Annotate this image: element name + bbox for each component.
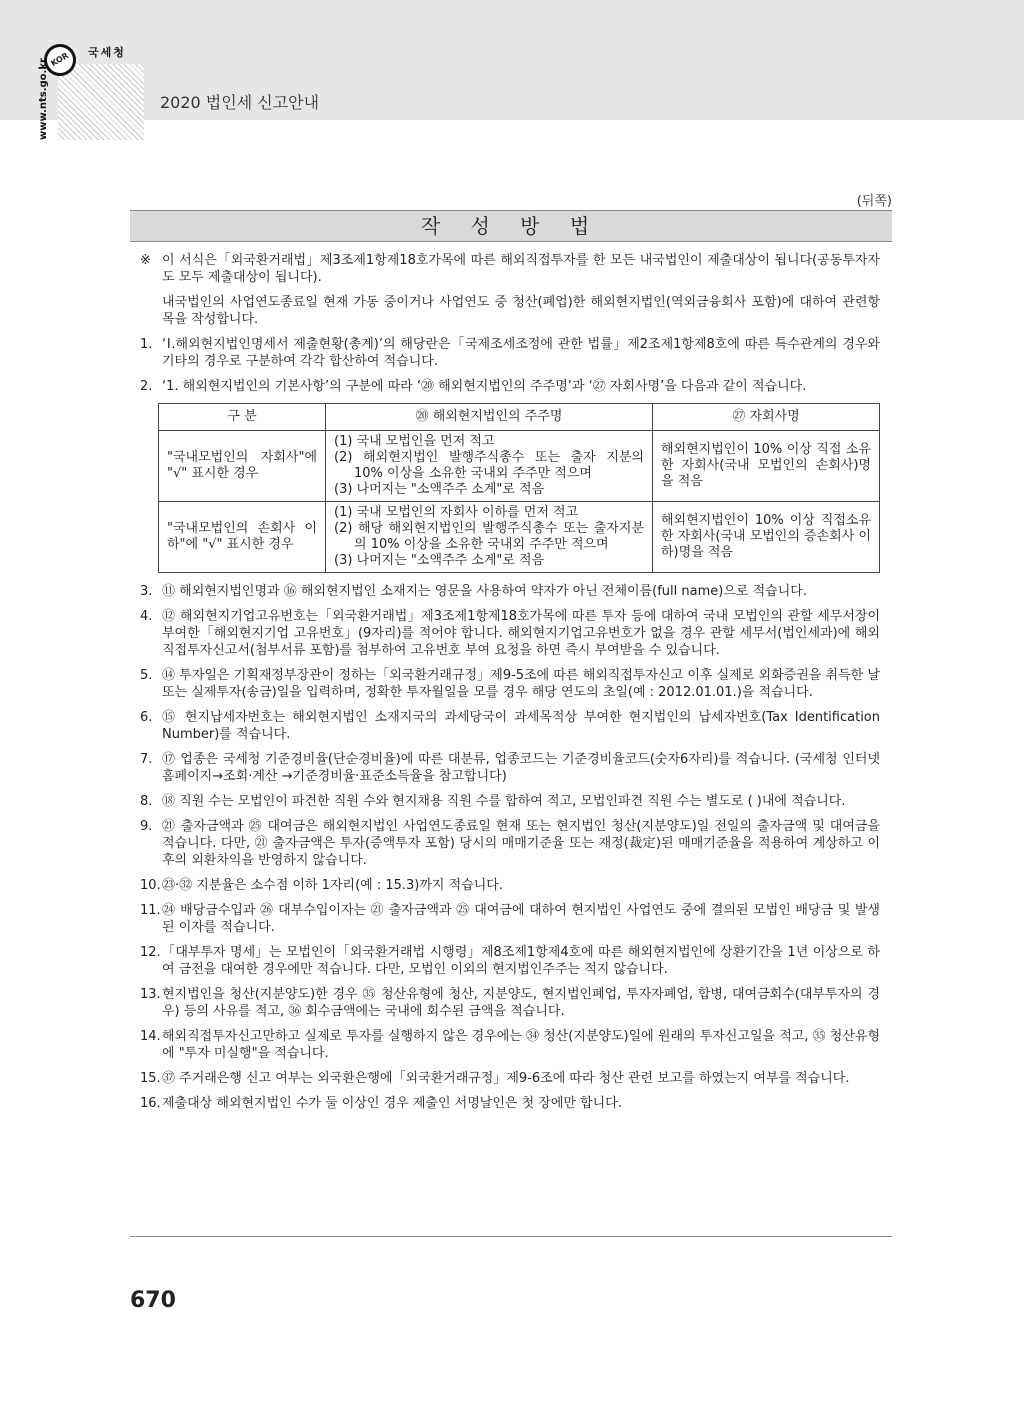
note-mark: ※ bbox=[140, 253, 151, 268]
list-item: 7. ⑰ 업종은 국세청 기준경비율(단순경비율)에 따른 대분류, 업종코드는 기준경비율코드(숫자6자리)를 적습니다. (국세청 인터넷 홈페이지→조회·계산 →기준경비율·표준소득율을 참고합니다) bbox=[140, 752, 880, 784]
table-cell-shareholder: (1) 국내 모법인을 먼저 적고 (2) 해외현지법인 발행주식총수 또는 출자 지분의 10% 이상을 소유한 국내외 주주만 적으며 (3) 나머지는 "소액주주 소계"로 적음 bbox=[326, 431, 653, 502]
list-item: 3. ⑪ 해외현지법인명과 ⑯ 해외현지법인 소재지는 영문을 사용하여 약자가 아닌 전체이름(full name)으로 적습니다. bbox=[140, 584, 807, 599]
bottom-divider bbox=[130, 1236, 892, 1237]
note-text-2: 내국법인의 사업연도종료일 현재 가동 중이거나 사업연도 중 청산(폐업)한 해외현지법인(역외금융회사 포함)에 대하여 관련항목을 작성합니다. bbox=[162, 295, 880, 327]
note-text-1: 이 서식은「외국환거래법」제3조제1항제18호가목에 따른 해외직접투자를 한 모든 내국법인이 제출대상이 됩니다(공동투자자도 모두 제출대상이 됩니다). bbox=[162, 253, 880, 285]
table-cell-category: "국내모법인의 손회사 이하"에 "√" 표시한 경우 bbox=[159, 502, 326, 573]
list-item: 13. 현지법인을 청산(지분양도)한 경우 ㉟ 청산유형에 청산, 지분양도, 현지법인폐업, 투자자폐업, 합병, 대여금회수(대부투자의 경우) 등의 사유를 적고, ㊱ 회수금액에는 국내에 회수된 금액을 적습니다. bbox=[140, 987, 880, 1019]
list-item: 15. ㊲ 주거래은행 신고 여부는 외국환은행에「외국환거래규정」제9-6조에 따라 청산 관련 보고를 하였는지 여부를 적습니다. bbox=[140, 1071, 850, 1086]
table-row bbox=[159, 431, 880, 502]
list-item: 10. ㉓·㉜ 지분율은 소수점 이하 1자리(예 : 15.3)까지 적습니다. bbox=[140, 878, 503, 893]
instructions-body bbox=[140, 252, 880, 1120]
nts-logo-text: 국세청 bbox=[88, 46, 126, 59]
table-header-shareholder: ⑳ 해외현지법인의 주주명 bbox=[326, 404, 653, 431]
page-side-label: (뒤쪽) bbox=[856, 194, 892, 209]
table-cell-shareholder: (1) 국내 모법인의 자회사 이하를 먼저 적고 (2) 해당 해외현지법인의 발행주식총수 또는 출자지분의 10% 이상을 소유한 국내외 주주만 적으며 (3) 나머지는 "소액주주 소계"로 적음 bbox=[326, 502, 653, 573]
table-header-row bbox=[159, 404, 880, 431]
list-item: 8. ⑱ 직원 수는 모법인이 파견한 직원 수와 현지채용 직원 수를 합하여 적고, 모법인파견 직원 수는 별도로 ( )내에 적습니다. bbox=[140, 794, 846, 809]
table-cell-subsidiary: 해외현지법인이 10% 이상 직접 소유한 자회사(국내 모법인의 손회사)명을 적음 bbox=[653, 431, 880, 502]
guide-title: 2020 법인세 신고안내 bbox=[160, 93, 320, 112]
list-item: 2. ‘1. 해외현지법인의 기본사항’의 구분에 따라 ‘⑳ 해외현지법인의 주주명’과 ‘㉗ 자회사명’을 다음과 같이 적습니다. bbox=[140, 379, 807, 394]
list-item: 9. ㉑ 출자금액과 ㉕ 대여금은 해외현지법인 사업연도종료일 현재 또는 현지법인 청산(지분양도)일 전일의 출자금액 및 대여금을 적습니다. 다만, ㉑ 출자금액은 투자(증액투자 포함) 당시의 매매기준율 또는 재정(裁定)된 매매기준율을 적용하여 계상하고 이후의 외환차익을 반영하지 않습니다. bbox=[140, 819, 880, 868]
list-item: 1. ‘Ⅰ.해외현지법인명세서 제출현황(총계)’의 해당란은「국제조세조정에 관한 법률」제2조제1항제8호에 따른 특수관계의 경우와 기타의 경우로 구분하여 각각 합산하여 적습니다. bbox=[140, 337, 880, 369]
shareholder-guide-table bbox=[158, 403, 880, 573]
page-number: 670 bbox=[130, 1288, 176, 1313]
list-item: 4. ⑫ 해외현지기업고유번호는「외국환거래법」제3조제1항제18호가목에 따른 투자 등에 대하여 국내 모법인의 관할 세무서장이 부여한「해외현지기업 고유번호」(9자리)를 적어야 합니다. 해외현지기업고유번호가 없을 경우 관할 세무서(법인세과)에 해외직접투자신고서(첨부서류 포함)를 첨부하여 고유번호 부여 요청을 하면 즉시 부여받을 수 있습니다. bbox=[140, 609, 880, 658]
list-item: 11. ㉔ 배당금수입과 ㉖ 대부수입이자는 ㉑ 출자금액과 ㉕ 대여금에 대하여 현지법인 사업연도 중에 결의된 모법인 배당금 및 발생된 이자를 적습니다. bbox=[140, 903, 880, 935]
table-header-subsidiary: ㉗ 자회사명 bbox=[653, 404, 880, 431]
header-hatch-pattern bbox=[58, 64, 144, 140]
table-cell-subsidiary: 해외현지법인이 10% 이상 직접소유한 자회사(국내 모법인의 증손회사 이하)명을 적음 bbox=[653, 502, 880, 573]
list-item: 14. 해외직접투자신고만하고 실제로 투자를 실행하지 않은 경우에는 ㉞ 청산(지분양도)일에 원래의 투자신고일을 적고, ㉟ 청산유형에 "투자 미실행"을 적습니다. bbox=[140, 1029, 880, 1061]
note-paragraph bbox=[140, 252, 880, 286]
document-title: 작 성 방 법 bbox=[130, 210, 892, 242]
nts-url: www.nts.go.kr bbox=[38, 58, 49, 140]
list-item: 5. ⑭ 투자일은 기획재정부장관이 정하는「외국환거래규정」제9-5조에 따른 해외직접투자신고 이후 실제로 외화증권을 취득한 날 또는 실제투자(송금)일을 입력하며, 정확한 투자월일을 모를 경우 해당 연도의 초일(예 : 2012.01.01.)을 적습니다. bbox=[140, 668, 880, 700]
kor-logo-icon: KOR bbox=[38, 38, 82, 82]
table-cell-category: "국내모법인의 자회사"에 "√" 표시한 경우 bbox=[159, 431, 326, 502]
list-item: 16. 제출대상 해외현지법인 수가 둘 이상인 경우 제출인 서명날인은 첫 장에만 합니다. bbox=[140, 1096, 622, 1111]
header-band bbox=[0, 0, 1024, 120]
table-header-category: 구 분 bbox=[159, 404, 326, 431]
list-item: 6. ⑮ 현지납세자번호는 해외현지법인 소재지국의 과세당국이 과세목적상 부여한 현지법인의 납세자번호(Tax Identification Number)를 적습니다. bbox=[140, 710, 880, 742]
table-row bbox=[159, 502, 880, 573]
list-item: 12. 「대부투자 명세」는 모법인이「외국환거래법 시행령」제8조제1항제4호에 따른 해외현지법인에 상환기간을 1년 이상으로 하여 금전을 대여한 경우에만 적습니다. 다만, 모법인 이외의 현지법인주주는 적지 않습니다. bbox=[140, 945, 880, 977]
